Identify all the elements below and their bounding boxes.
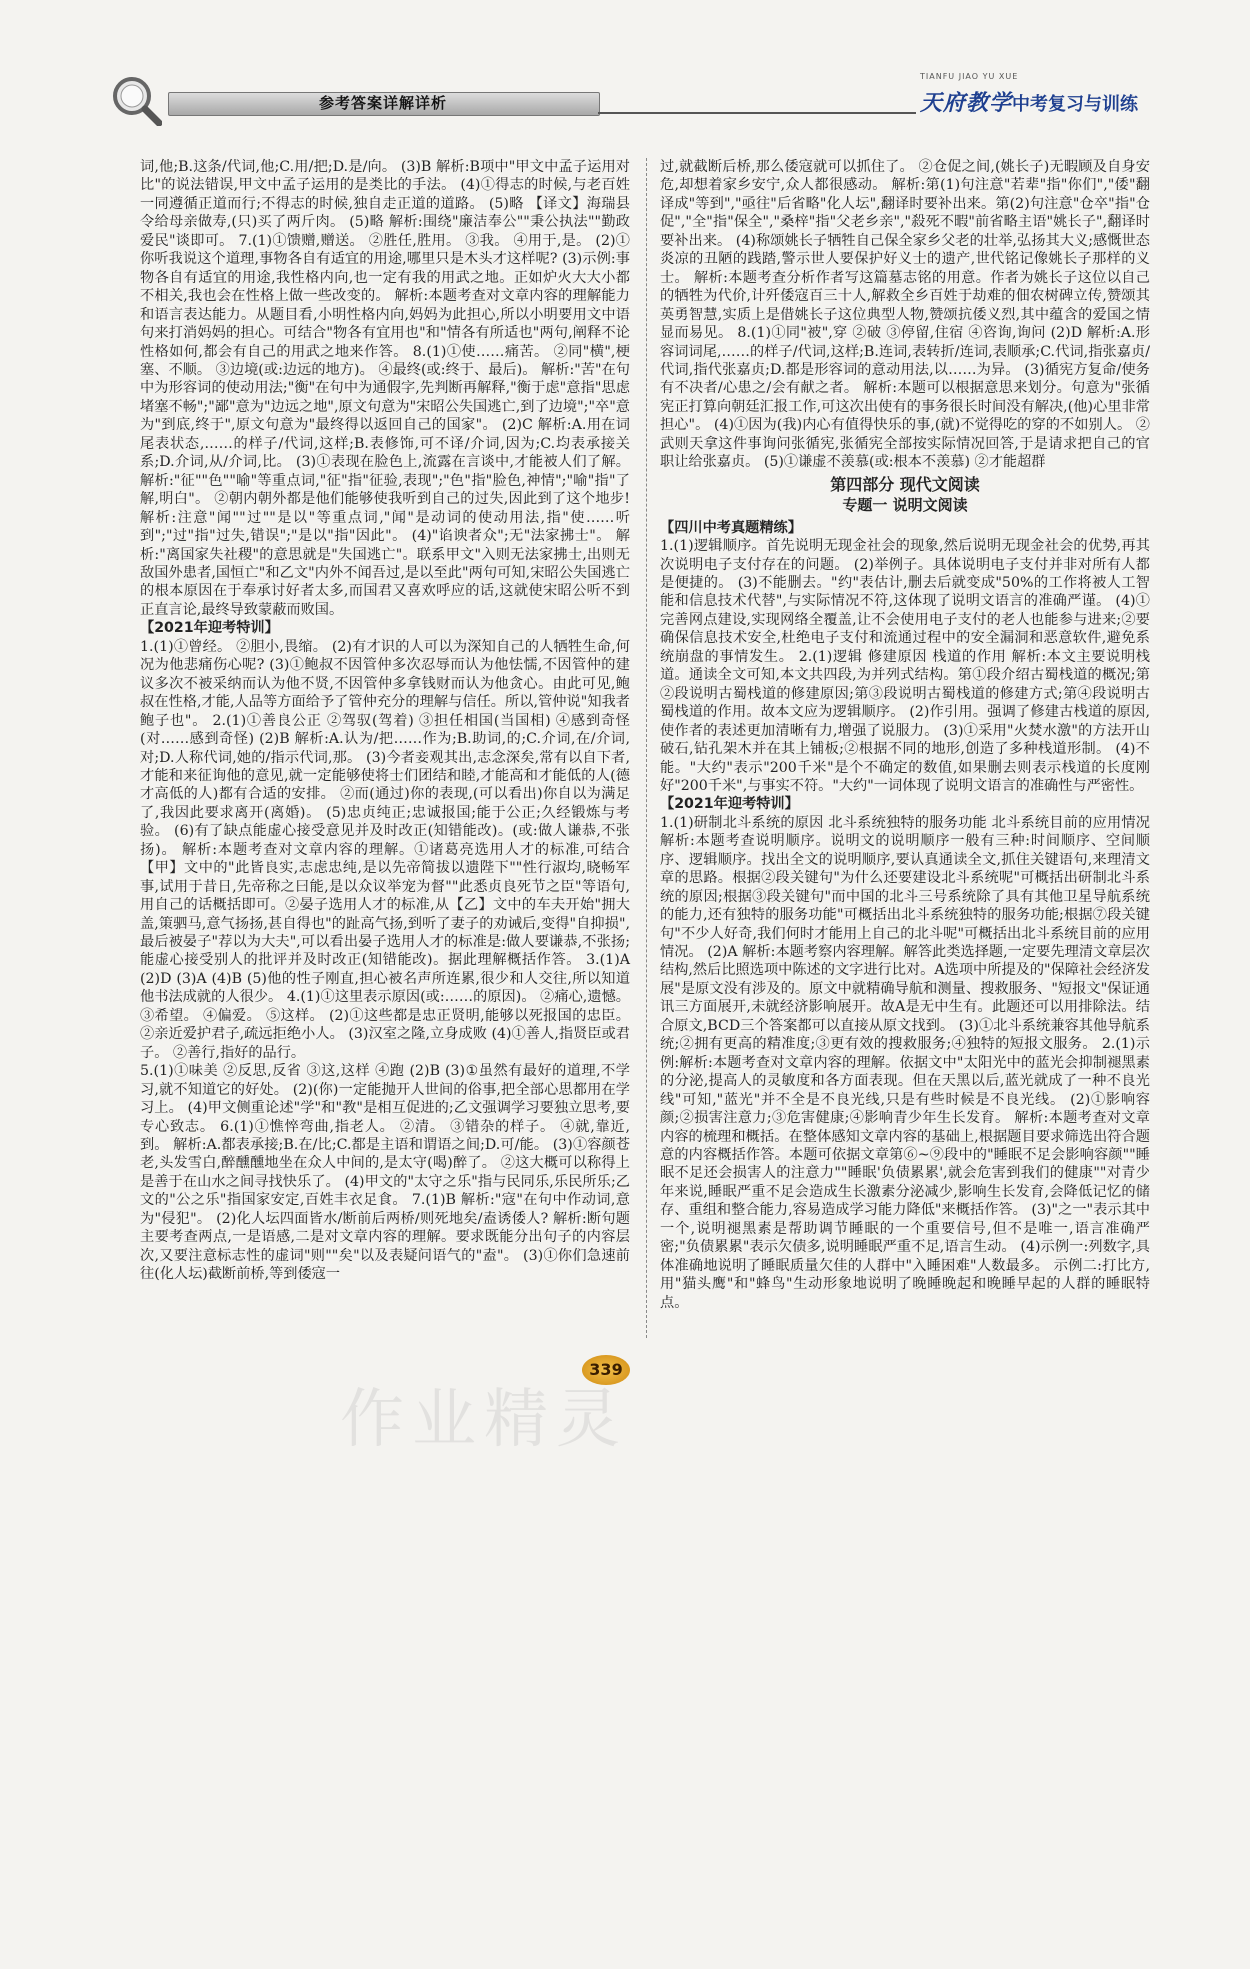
left-column	[140, 158, 630, 1338]
answer-text: 1.(1)研制北斗系统的原因 北斗系统独特的服务功能 北斗系统目前的应用情况 解析:本题考查说明顺序。说明文的说明顺序一般有三种:时间顺序、空间顺序、逻辑顺序。找出全文的说明顺序,要认真通读全文,抓住关键语句,来理清文章的思路。根据②段关键句"为什么还要建设北斗系统呢"可概括出研制北斗系统的原因;根据③段关键句"而中国的北斗三号系统除了具有其他卫星导航系统的能力,还有独特的服务功能"可概括出北斗系统独特的服务功能;根据⑦段关键句"不少人好奇,我们何时才能用上自己的北斗呢"可概括出北斗系统目前的应用情况。 (2)A 解析:本题考察内容理解。解答此类选择题,一定要先理清文章层次结构,然后比照选项中陈述的文字进行比对。A选项中所提及的"保障社会经济发展"是原文没有涉及的。原文中就精确导航和测量、搜救服务、"短报文"保证通讯三方面展开,未就经济影响展开。故A是无中生有。此题还可以用排除法。结合原文,BCD三个答案都可以直接从原文找到。 (3)①北斗系统兼容其他导航系统;②拥有更高的精准度;③更有效的搜救服务;④独特的短报文服务。 2.(1)示例:解析:本题考查对文章内容的理解。依据文中"太阳光中的蓝光会抑制褪黑素的分泌,提高人的灵敏度和各方面表现。但在天黑以后,蓝光就成了一种不良光线"可知,"蓝光"并不全是不良光线,只是有些时候是不良光线。 (2)①影响容颜;②损害注意力;③危害健康;④影响青少年生长发育。 解析:本题考查对文章内容的梳理和概括。在整体感知文章内容的基础上,根据题目要求筛选出符合题意的内容概括作答。本题可依据文章第⑥~⑨段中的"睡眠不足会影响容颜""睡眠不足还会损害人的注意力""睡眠'负债累累',就会危害到我们的健康""对青少年来说,睡眠严重不足会造成生长激素分泌减少,影响生长发育,会降低记忆的储存、重组和整合能力,容易造成学习能力降低"来概括作答。 (3)"之一"表示其中一个,说明褪黑素是帮助调节睡眠的一个重要信号,但不是唯一,语言准确严密;"负债累累"表示欠债多,说明睡眠严重不足,语言生动。 (4)示例一:列数字,具体准确地说明了睡眠质量欠佳的人群中"入睡困难"人数最多。 示例二:打比方,用"猫头鹰"和"蜂鸟"生动形象地说明了晚睡晚起和晚睡早起的人群的睡眠特点。	[660, 814, 1150, 1311]
answer-text: 词,他;B.这条/代词,他;C.用/把;D.是/向。 (3)B 解析:B项中"甲文中孟子运用对比"的说法错误,甲文中孟子运用的是类比的手法。 (4)①得志的时候,与老百姓一同遵循正道而行;不得志的时候,独自走正道的道路。 (5)略 【译文】海瑞县令给母亲做寿,(只)买了两斤肉。 (5)略 解析:围绕"廉洁奉公""秉公执法""勤政爱民"谈即可。 7.(1)①馈赠,赠送。 ②胜任,胜用。 ③我。 ④用于,是。 (2)①你听我说这个道理,事物各自有适宜的用途,哪里只是木头才这样呢? (3)示例:事物各自有适宜的用途,我性格内向,也一定有我的用武之地。正如炉火大大小都不相关,我也会在性格上做一些改变的。 解析:本题考查对文章内容的理解能力和语言表达能力。从题目看,小明性格内向,妈妈为此担心,所以小明要用文中语句来打消妈妈的担心。可结合"物各有宜用也"和"情各有所适也"两句,阐释不论性格如何,都会有自己的用武之地来作答。 8.(1)①使……痛苦。 ②同"横",梗塞、不顺。 ③边境(或:边远的地方)。 ④最终(或:终于、最后)。 解析:"苦"在句中为形容词的使动用法;"衡"在句中为通假字,先判断再解释,"衡于虑"意指"思虑堵塞不畅";"鄙"意为"边远之地",原文句意为"宋昭公失国逃亡,到了边境";"卒"意为"到底,终于",原文句意为"最终得以返回自己的国家"。 (2)C 解析:A.用在词尾表状态,……的样子/代词,这样;B.表修饰,可不译/介词,因为;C.均表承接关系;D.介词,从/介词,比。 (3)①表现在脸色上,流露在言谈中,才能被人们了解。 解析:"征""色""喻"等重点词,"征"指"征验,表现";"色"指"脸色,神情";"喻"指"了解,明白"。 ②朝内朝外都是他们能够使我听到自己的过失,因此到了这个地步! 解析:注意"闻""过""是以"等重点词,"闻"是动词的使动用法,指"使……听到";"过"指"过失,错误";"是以"指"因此"。 (4)"谄谀者众";无"法家拂士"。 解析:"离国家失社稷"的意思就是"失国逃亡"。联系甲文"入则无法家拂士,出则无敌国外患者,国恒亡"和乙文"内外不闻吾过,是以至此"两句可知,宋昭公失国逃亡的根本原因在于奉承讨好者太多,而国君又喜欢呼应的话,这就使宋昭公听不到正直言论,最终导致蒙蔽而败国。	[140, 159, 630, 618]
answer-text: 1.(1)①曾经。 ②胆小,畏缩。 (2)有才识的人可以为深知自己的人牺牲生命,何况为他悲痛伤心呢? (3)①鲍叔不因管仲多次忍辱而认为他怯懦,不因管仲的建议多次不被采纳而认为他不贤,不因管仲多拿钱财而认为他贪心。由此可见,鲍叔在性格,才能,人品等方面给予了管仲充分的理解与信任。所以,管仲说"知我者鲍子也"。 2.(1)①善良公正 ②驾驭(驾着) ③担任相国(当国相) ④感到奇怪(对……感到奇怪) (2)B 解析:A.认为/把……作为;B.助词,的;C.介词,在/介词,对;D.人称代词,她的/指示代词,那。 (3)今者妾观其出,志念深矣,常有以自下者,才能和来征询他的意见,就一定能够使将士们团结和睦,才能高和才能低的人(德才高低的人)都有合适的安排。 ②而(通过)你的表现,(可以看出)你自以为满足了,我因此要求离开(离婚)。 (5)忠贞纯正;忠诚报国;能于公正;久经锻炼与考验。 (6)有了缺点能虚心接受意见并及时改正(知错能改)。(或:做人谦恭,不张扬)。 解析:本题考查对文章内容的理解。①诸葛亮选用人才的标准,可结合【甲】文中的"此皆良实,志虑忠纯,是以先帝简拔以遗陛下""性行淑均,晓畅军事,试用于昔日,先帝称之曰能,是以众议举宠为督""此悉贞良死节之臣"等语句,用自己的话概括即可。②晏子选用人才的标准,从【乙】文中的车夫开始"拥大盖,策驷马,意气扬扬,甚自得也"的趾高气扬,到听了妻子的劝诫后,变得"自抑损",最后被晏子"荐以为大夫",可以看出晏子选用人才的标准是:做人要谦恭,不张扬;能虚心接受别人的批评并及时改正(知错能改)。据此理解概括作答。 3.(1)A (2)D (3)A (4)B (5)他的性子刚直,担心被名声所连累,很少和人交往,所以知道他书法成就的人很少。 4.(1)①这里表示原因(或:……的原因)。 ②痛心,遗憾。 ③希望。 ④偏爱。 ⑤这样。 (2)①这些都是忠正贤明,能够以死报国的忠臣。 ②亲近爱护君子,疏远拒绝小人。 (3)汉室之隆,立身成败 (4)①善人,指贤臣或君子。 ②善行,指好的品行。	[140, 638, 630, 1061]
page-header	[110, 72, 1160, 120]
section-tag: 【2021年迎考特训】	[660, 796, 799, 813]
right-column	[660, 158, 1150, 1338]
part-heading: 第四部分 现代文阅读	[830, 474, 980, 494]
section-tag: 【四川中考真题精练】	[660, 519, 802, 536]
brand	[920, 72, 1138, 118]
section-tag: 【2021年迎考特训】	[140, 620, 279, 637]
magnifier-icon	[110, 74, 162, 126]
brand-name: 中考复习与训练	[1012, 94, 1138, 115]
page-number: 339	[589, 1360, 623, 1379]
header-rule	[598, 112, 916, 114]
column-divider	[646, 158, 647, 1338]
brand-pinyin: TIANFU JIAO YU XUE	[920, 72, 1019, 81]
topic-heading: 专题一 说明文阅读	[842, 496, 968, 515]
header-title: 参考答案详解详析	[318, 94, 447, 112]
answer-text: 过,就截断后桥,那么倭寇就可以抓住了。 ②仓促之间,(姚长子)无暇顾及自身安危,却想着家乡安宁,众人都很感动。 解析:第(1)句注意"若辈"指"你们","倭"翻译成"等到","亟往"后省略"化人坛",翻译时要补出来。第(2)句注意"仓卒"指"仓促","全"指"保全","桑梓"指"父老乡亲","殺死不暇"前省略主语"姚长子",翻译时要补出来。 (4)称颂姚长子牺牲自己保全家乡父老的壮举,弘扬其大义;感慨世态炎凉的丑陋的践踏,警示世人要保护好义士的遗产,世代铭记像姚长子那样的义士。 解析:本题考查分析作者写这篇墓志铭的用意。作者为姚长子这位以自己的牺牲为代价,计歼倭寇百三十人,解救全乡百姓于劫难的佃农树碑立传,赞颂其英勇智慧,实质上是借姚长子这位典型人物,赞颂抗倭义烈,其中蕴含的爱国之情显而易见。 8.(1)①同"被",穿 ②破 ③停留,住宿 ④咨询,询问 (2)D 解析:A.形容词词尾,……的样子/代词,这样;B.连词,表转折/连词,表顺承;C.代词,指张嘉贞/代词,指代张嘉贞;D.都是形容词的意动用法,以……为异。 (3)循宪方复命/使务有不决者/心患之/会有献之者。 解析:本题可以根据意思来划分。句意为"张循宪正打算向朝廷汇报工作,可这次出使有的事务很长时间没有解决,(他)心里非常担心"。 (4)①因为(我)内心有值得快乐的事,(就)不觉得吃的穿的不如别人。 ②武则天拿这件事询问张循宪,张循宪全部按实际情况回答,于是请求把自己的官职让给张嘉贞。 (5)①谦虚不羡慕(或:根本不羡慕) ②才能超群	[660, 159, 1150, 471]
answer-text: 5.(1)①味美 ②反思,反省 ③这,这样 ④跑 (2)B (3)①虽然有最好的道理,不学习,就不知道它的好处。 (2)(你)一定能抛开人世间的俗事,把全部心思都用在学习上。 (4)甲文侧重论述"学"和"教"是相互促进的;乙文强调学习要独立思考,要专心致志。 6.(1)①憔悴弯曲,指老人。 ②清。 ③错杂的样子。 ④就,靠近,到。 解析:A.都表承接;B.在/比;C.都是主语和谓语之间;D.可/能。 (3)①容颜苍老,头发雪白,醉醺醺地坐在众人中间的,是太守(喝)醉了。 ②这大概可以称得上是善于在山水之间寻找快乐了。 (4)甲文的"太守之乐"指与民同乐,乐民所乐;乙文的"公之乐"指国家安定,百姓丰衣足食。 7.(1)B 解析:"寇"在句中作动词,意为"侵犯"。 (2)化人坛四面皆水/断前后两桥/则死地矣/盍诱倭人? 解析:断句题主要考查两点,一是语感,二是对文章内容的理解。要求既能分出句子的内容层次,又要注意标志性的虚词"则""矣"以及表疑问语气的"盍"。 (3)①你们急速前往(化人坛)截断前桥,等到倭寇一	[140, 1063, 630, 1283]
watermark: 作业精灵	[340, 1383, 628, 1457]
brand-logo: 天府教学	[920, 91, 1013, 116]
answer-text: 1.(1)逻辑顺序。首先说明无现金社会的现象,然后说明无现金社会的优势,再其次说明电子支付存在的问题。 (2)举例子。具体说明电子支付并非对所有人都是便捷的。 (3)不能删去。"约"表估计,删去后就变成"50%的工作将被人工智能和信息技术代替",与实际情况不符,这体现了说明文语言的准确严谨。 (4)①完善网点建设,实现网络全覆盖,让不会使用电子支付的老人也能参与进来;②要确保信息技术安全,杜绝电子支付和流通过程中的安全漏洞和恶意软件,避免系统崩盘的事情发生。 2.(1)逻辑 修建原因 栈道的作用 解析:本文主要说明栈道。通读全文可知,本文共四段,为并列式结构。第①段介绍古蜀栈道的概况;第②段说明古蜀栈道的修建原因;第③段说明古蜀栈道的修建方式;第④段说明古蜀栈道的作用。故本文应为逻辑顺序。 (2)作引用。强调了修建古栈道的原因,使作者的表述更加清晰有力,增强了说服力。 (3)①采用"火焚水激"的方法开山破石,钻孔架木并在其上铺板;②根据不同的地形,创造了多种栈道形制。 (4)不能。"大约"表示"200千米"是个不确定的数值,如果删去则表示栈道的长度刚好"200千米",与事实不符。"大约"一词体现了说明文语言的准确性与严密性。	[660, 538, 1150, 794]
